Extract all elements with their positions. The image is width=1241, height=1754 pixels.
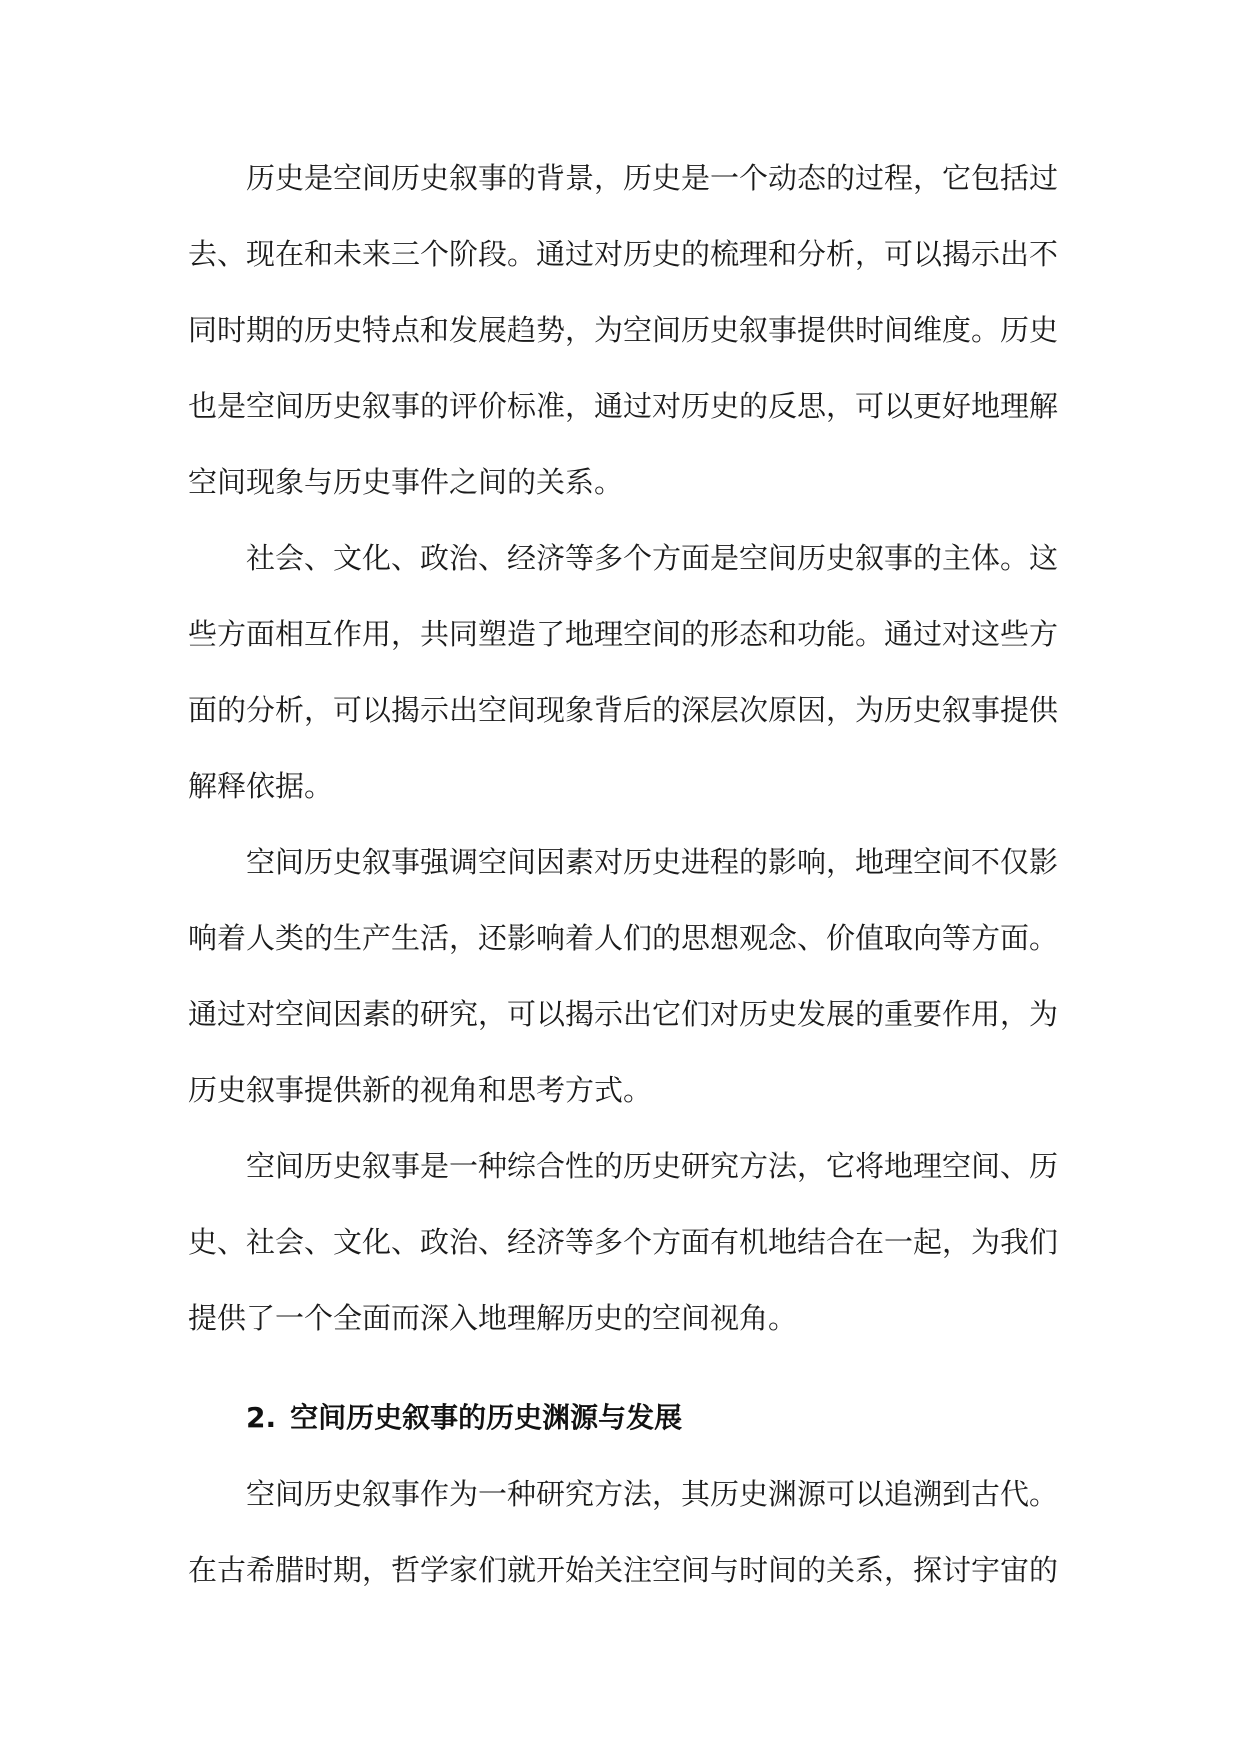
section-title: 空间历史叙事的历史渊源与发展 xyxy=(290,1401,683,1434)
paragraph-history-background: 历史是空间历史叙事的背景，历史是一个动态的过程，它包括过去、现在和未来三个阶段。通过对历史的梳理和分析，可以揭示出不同时期的历史特点和发展趋势，为空间历史叙事提供时间维度。历史也是空间历史叙事的评价标准，通过对历史的反思，可以更好地理解空间现象与历史事件之间的关系。 xyxy=(188,161,1059,499)
section-number: 2. xyxy=(246,1401,277,1434)
paragraph-comprehensive-method: 空间历史叙事是一种综合性的历史研究方法，它将地理空间、历史、社会、文化、政治、经济等多个方面有机地结合在一起，为我们提供了一个全面而深入地理解历史的空间视角。 xyxy=(188,1149,1059,1335)
paragraph-historical-origins: 空间历史叙事作为一种研究方法，其历史渊源可以追溯到古代。在古希腊时期，哲学家们就开始关注空间与时间的关系，探讨宇宙的 xyxy=(188,1477,1059,1587)
paragraph-social-subjects: 社会、文化、政治、经济等多个方面是空间历史叙事的主体。这些方面相互作用，共同塑造了地理空间的形态和功能。通过对这些方面的分析，可以揭示出空间现象背后的深层次原因，为历史叙事提供解释依据。 xyxy=(188,541,1059,803)
body-text xyxy=(188,140,1058,1608)
paragraph-spatial-factors: 空间历史叙事强调空间因素对历史进程的影响，地理空间不仅影响着人类的生产生活，还影响着人们的思想观念、价值取向等方面。通过对空间因素的研究，可以揭示出它们对历史发展的重要作用，为历史叙事提供新的视角和思考方式。 xyxy=(188,845,1059,1107)
section-heading xyxy=(188,1380,1058,1456)
